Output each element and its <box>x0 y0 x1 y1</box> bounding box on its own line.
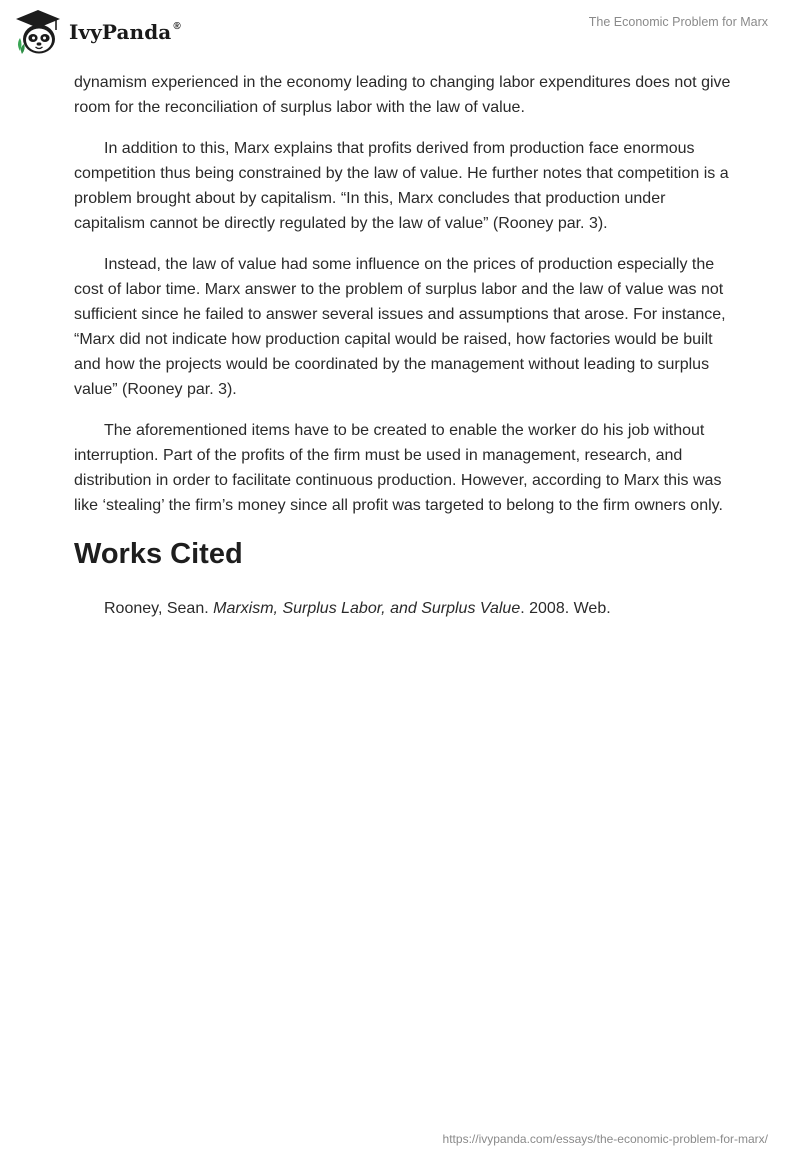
body-paragraph: In addition to this, Marx explains that profits derived from production face enormous competition thus being constrained by the law of value. He further notes that competition is a problem brought about by capitalism. “In this, Marx concludes that production under capitalism cannot be directly regulated by the law of value” (Rooney par. 3). <box>74 140 729 232</box>
body-paragraph: The aforementioned items have to be created to enable the worker do his job without interruption. Part of the profits of the firm must be used in management, research, and distribution in order to facilitate continuous production. However, according to Marx this was like ‘stealing’ the firm’s money since all profit was targeted to belong to the firm owners only. <box>74 422 723 514</box>
body-paragraph: Instead, the law of value had some influence on the prices of production especially the cost of labor time. Marx answer to the problem of surplus labor and the law of value was not sufficient since he failed to answer several issues and assumptions that arose. For instance, “Marx did not indicate how production capital would be raised, how factories would be built and how the projects would be coordinated by the management without leading to surplus value” (Rooney par. 3). <box>74 256 726 398</box>
citation-details: . 2008. Web. <box>520 600 611 617</box>
body-paragraph-continued: dynamism experienced in the economy leading to changing labor expenditures does not give room for the reconciliation of surplus labor with the law of value. <box>74 74 731 116</box>
works-cited-heading: Works Cited <box>74 538 243 570</box>
essay-content <box>74 70 734 621</box>
citation-author: Rooney, Sean. <box>104 600 214 617</box>
brand-name <box>69 20 181 44</box>
page-header <box>0 0 800 66</box>
source-url-link[interactable]: https://ivypanda.com/essays/the-economic-problem-for-marx/ <box>442 1132 768 1146</box>
citation-title: Marxism, Surplus Labor, and Surplus Value <box>213 600 521 617</box>
citation-entry <box>74 596 734 621</box>
running-title: The Economic Problem for Marx <box>588 15 768 29</box>
panda-graduation-cap-logo-icon <box>14 8 62 56</box>
brand-text: IvyPanda <box>69 20 172 44</box>
registered-mark: ® <box>173 21 181 32</box>
ivypanda-logo[interactable] <box>14 8 181 56</box>
